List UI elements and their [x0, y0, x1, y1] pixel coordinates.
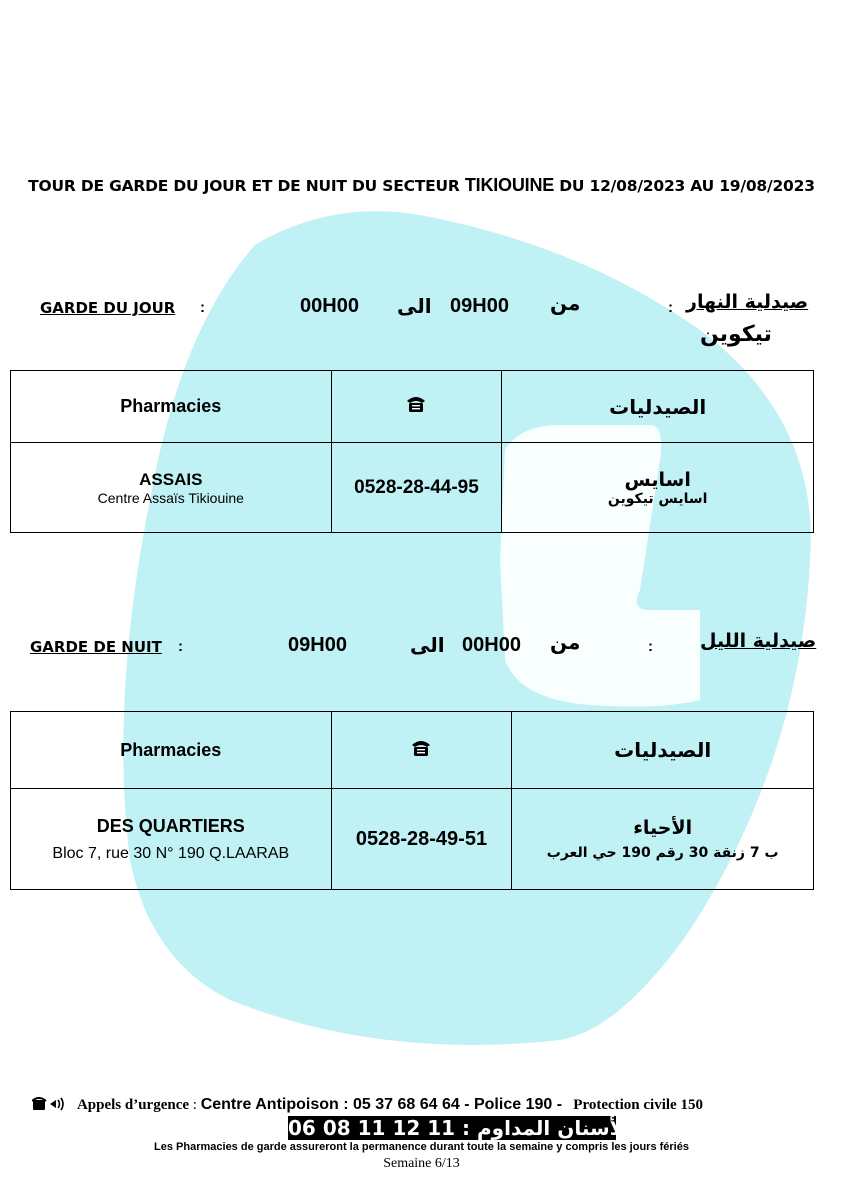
- telephone-icon: [405, 394, 427, 414]
- day-hour-end: 00H00: [300, 295, 359, 317]
- day-min: من: [550, 291, 581, 315]
- week-number: Semaine 6/13: [383, 1156, 460, 1171]
- night-ila: الى: [410, 633, 445, 657]
- day-pharmacy-name-fr: ASSAIS: [139, 469, 203, 489]
- emergency-label: Appels d’urgence: [76, 1097, 190, 1113]
- day-pharmacy-name-ar: اسايس: [624, 468, 691, 491]
- title-prefix: TOUR DE GARDE DU JOUR ET DE NUIT DU SECTEUR: [28, 177, 460, 195]
- day-pharmacy-address-fr: Centre Assaïs Tikiouine: [97, 489, 244, 506]
- day-header-pharmacies: [11, 371, 332, 443]
- permanence-note: Les Pharmacies de garde assureront la permanence durant toute la semaine y compris les jours fériés: [154, 1141, 689, 1153]
- day-header-phone: [331, 371, 502, 443]
- night-pharmacy-phone: 0528-28-49-51: [355, 827, 488, 850]
- night-label-ar: صيدلية الليل: [700, 630, 817, 652]
- night-header-pharmacies-ar: [512, 712, 814, 789]
- night-table-row: [11, 789, 814, 890]
- night-pharmacy-name-fr: DES QUARTIERS: [96, 815, 245, 836]
- night-hour-end: 09H00: [288, 634, 347, 656]
- night-pharmacy-address-ar: ب 7 زنقة 30 رقم 190 حي العرب: [546, 845, 779, 861]
- emergency-colon: :: [192, 1097, 197, 1113]
- day-city-ar: تيكوين: [700, 322, 772, 347]
- day-label-ar: صيدلية النهار: [686, 291, 809, 313]
- day-hour-start: 09H00: [450, 295, 509, 317]
- night-pharmacy-table: [10, 711, 814, 890]
- night-cell-phone: [331, 789, 512, 890]
- day-cell-name-ar: [502, 443, 814, 533]
- title-suffix: DU 12/08/2023 AU 19/08/2023: [559, 177, 815, 195]
- day-table-row: [11, 443, 814, 533]
- night-cell-name-ar: [512, 789, 814, 890]
- night-colon-ar: :: [648, 638, 653, 655]
- night-hour-start: 00H00: [462, 634, 521, 656]
- emergency-antipoison: Centre Antipoison : 05 37 68 64 64 - Police 190 -: [200, 1096, 563, 1113]
- on-duty-dentist-banner: طبيب الأسنان المداوم : 11 12 11 08 06: [288, 1116, 695, 1140]
- day-colon-fr: :: [200, 299, 205, 316]
- day-header-pharmacies-ar: [502, 371, 814, 443]
- day-table-header-row: [11, 371, 814, 443]
- day-header-ar: الصيدليات: [609, 394, 707, 419]
- night-pharmacy-name-ar: الأحياء: [633, 817, 693, 839]
- night-header-ar: الصيدليات: [614, 738, 712, 762]
- document-title: [0, 175, 843, 196]
- day-pharmacy-phone: 0528-28-44-95: [354, 476, 479, 498]
- day-colon-ar: :: [668, 299, 673, 316]
- night-pharmacy-address-fr: Bloc 7, rue 30 N° 190 Q.LAARAB: [52, 844, 290, 862]
- telephone-icon: [410, 738, 432, 758]
- emergency-calls-line: [32, 1096, 703, 1114]
- day-header-fr: Pharmacies: [120, 396, 222, 416]
- night-header-phone: [331, 712, 512, 789]
- day-pharmacy-address-ar: اسايس تيكوين: [607, 490, 708, 507]
- day-cell-name-fr: [11, 443, 332, 533]
- night-cell-name-fr: [11, 789, 332, 890]
- night-min: من: [550, 630, 581, 654]
- night-table-header-row: [11, 712, 814, 789]
- day-label-fr: GARDE DU JOUR: [40, 299, 176, 317]
- night-colon-fr: :: [178, 638, 183, 655]
- emergency-protection-civile: Protection civile 150: [573, 1097, 703, 1113]
- day-cell-phone: [331, 443, 502, 533]
- phone-ringing-icon: [32, 1097, 66, 1111]
- day-pharmacy-table: [10, 370, 814, 533]
- day-ila: الى: [397, 294, 432, 318]
- title-sector: TIKIOUINE: [464, 175, 555, 195]
- night-header-fr: Pharmacies: [120, 739, 222, 760]
- night-label-fr: GARDE DE NUIT: [30, 638, 162, 656]
- night-header-pharmacies: [11, 712, 332, 789]
